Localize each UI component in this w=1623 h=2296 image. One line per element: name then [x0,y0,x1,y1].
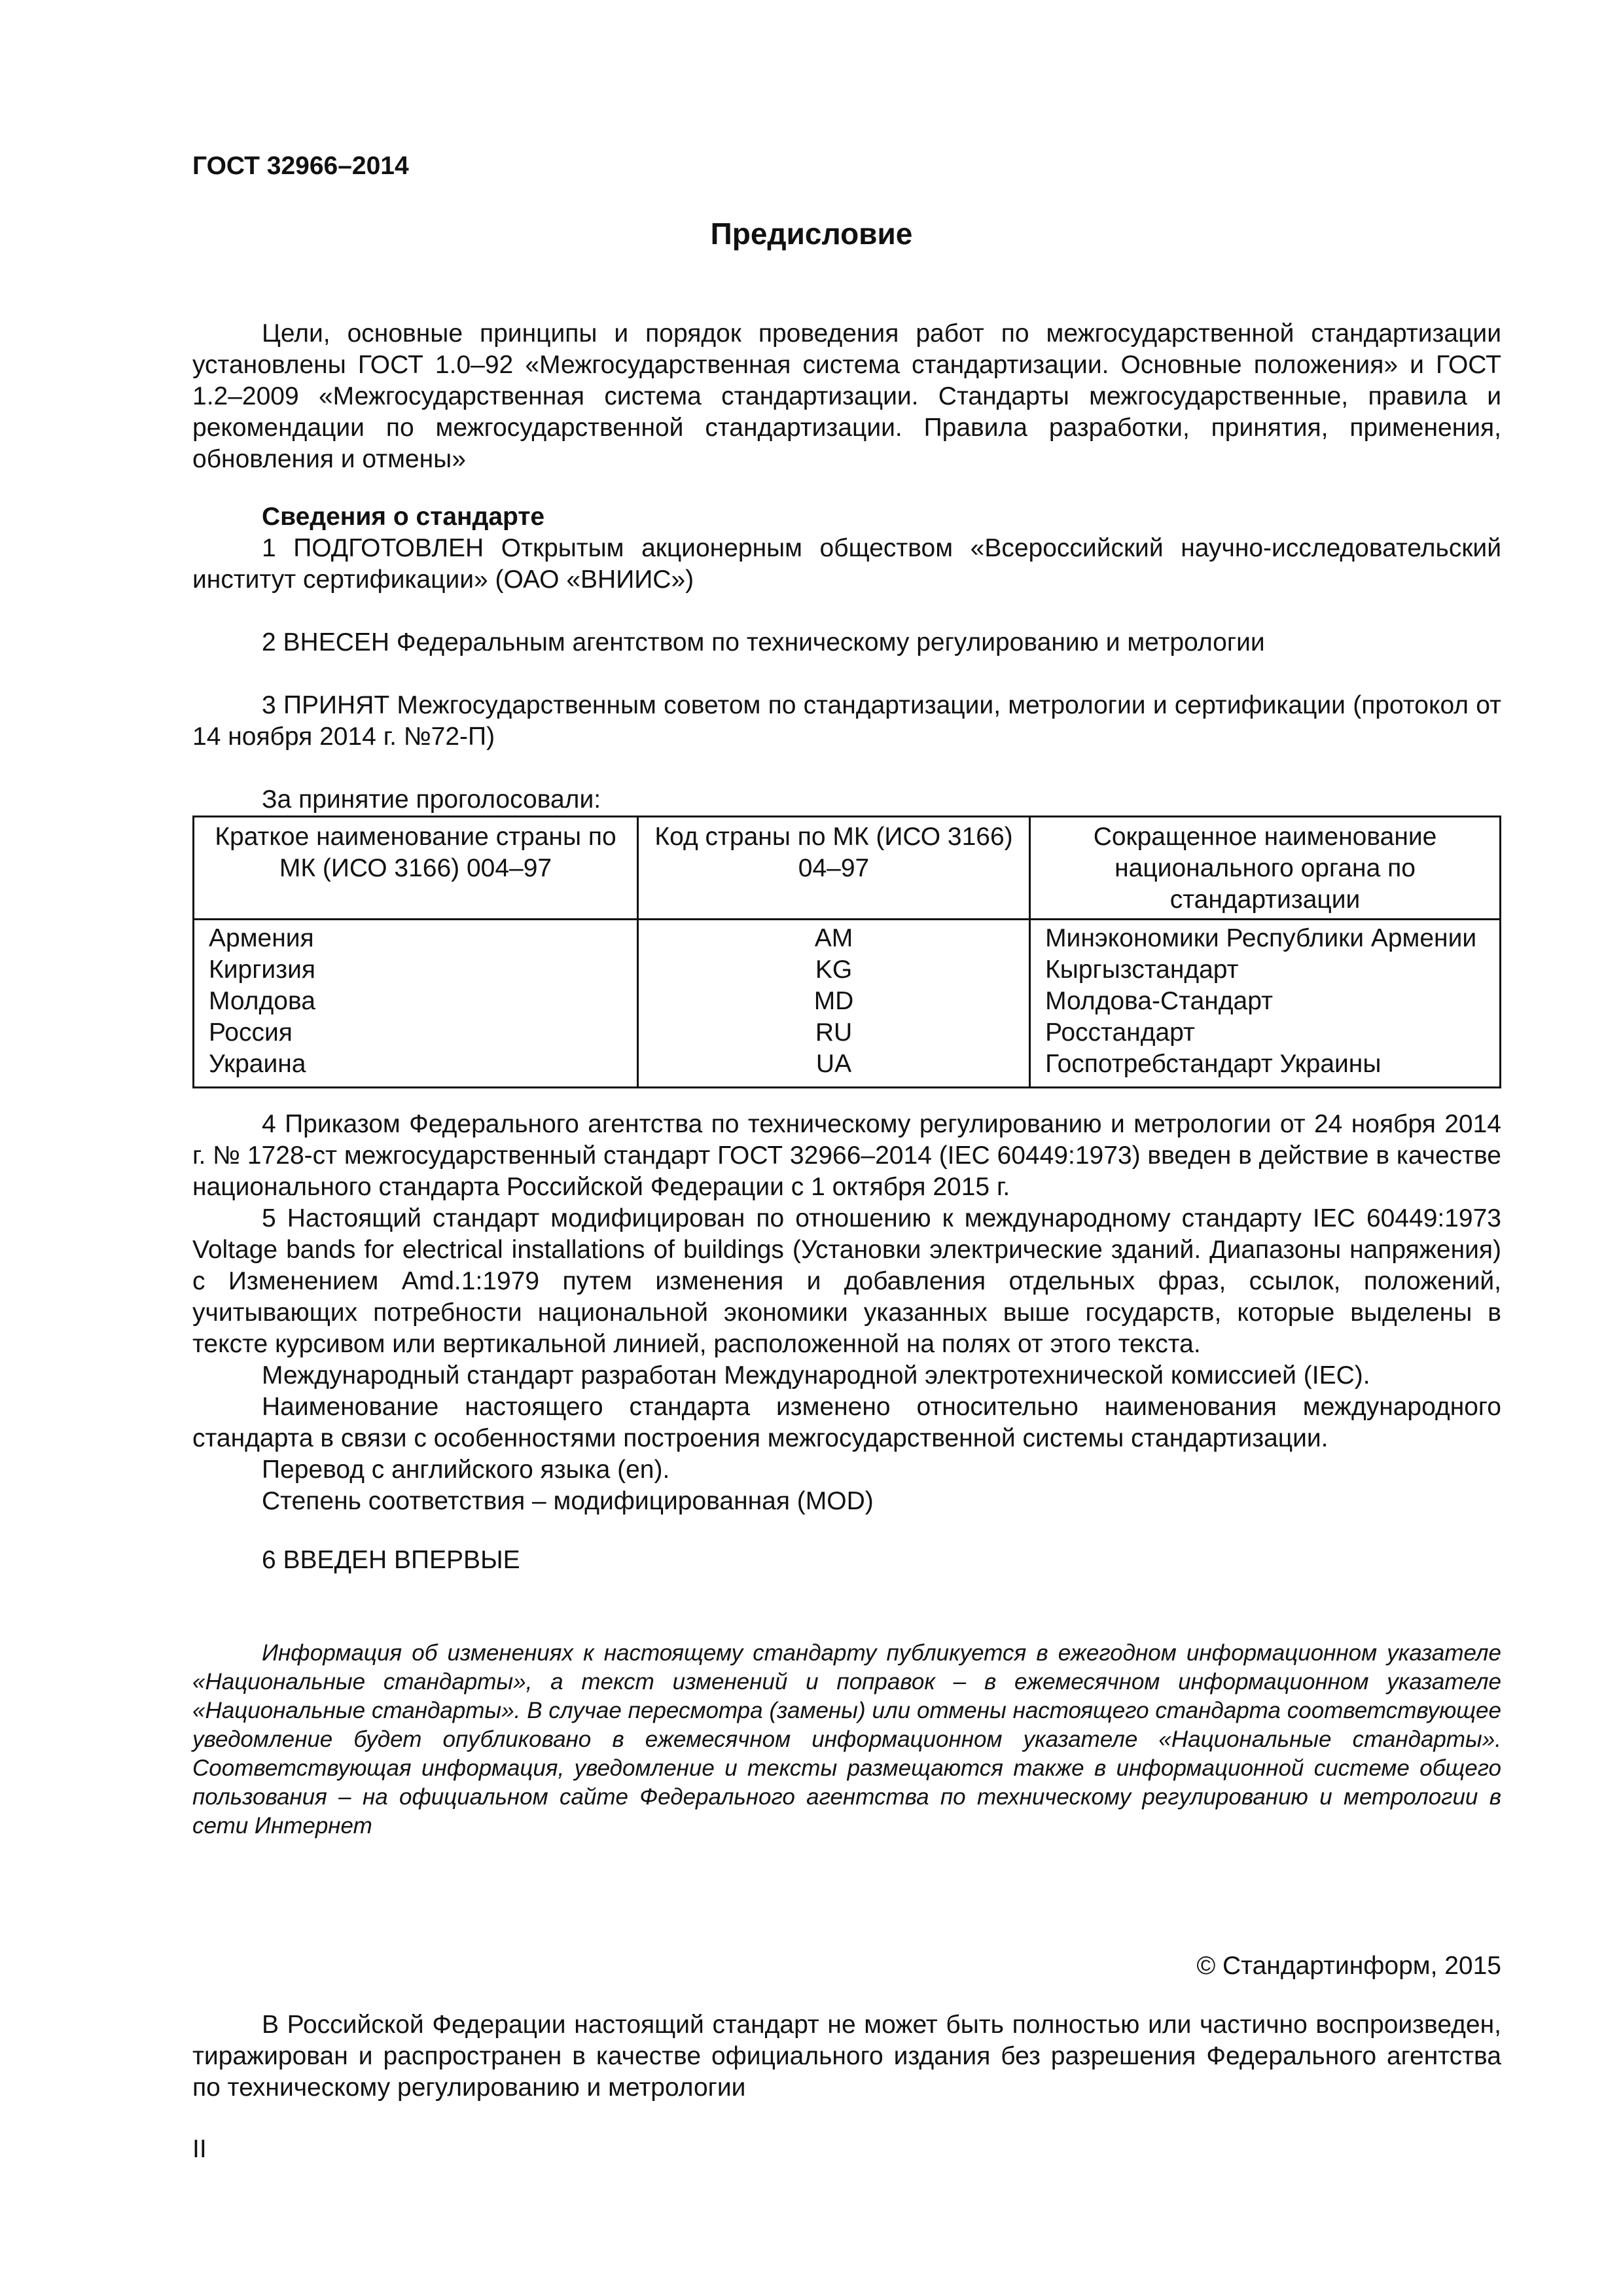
country-cell: Украина [209,1050,306,1078]
code-cell: AM [814,924,853,952]
intro-section [192,318,1501,475]
body-cell: Госпотребстандарт Украины [1045,1050,1382,1078]
item-2: 2 ВНЕСЕН Федеральным агентством по техническому регулированию и метрологии [262,628,1265,656]
standard-info-section [192,501,1501,596]
rights-section [192,2009,1501,2104]
item-5-translation: Перевод с английского языка (en). [262,1456,670,1484]
item-5-name-change: Наименование настоящего стандарта изменено относительно наименования международного стандарта в связи с особенностями построения межгосударственной системы стандартизации. [192,1393,1501,1452]
intro-paragraph: Цели, основные принципы и порядок проведения работ по межгосударственной стандартизации установлены ГОСТ 1.0–92 «Межгосударственная система стандартизации. Основные положения» и ГОСТ 1.2–2009 «Межгосударственная система стандартизации. Стандарты межгосударственные, правила и рекомендации по межгосударственной стандартизации. Правила разработки, принятия, применения, обновления и отмены» [192,319,1501,473]
body-cell: Росстандарт [1045,1018,1195,1047]
item-3-block [192,690,1501,753]
items-4-5-section [192,1109,1501,1517]
rights-notice: В Российской Федерации настоящий стандарт не может быть полностью или частично воспроизведен, тиражирован и распространен в качестве официального издания без разрешения Федерального агентства по техническому регулированию и метрологии [192,2011,1501,2102]
table-header-row [194,817,1501,920]
document-header: ГОСТ 32966–2014 [192,152,409,180]
item-6: 6 ВВЕДЕН ВПЕРВЫЕ [262,1546,520,1574]
page-title: Предисловие [710,217,913,251]
country-cell: Россия [209,1018,293,1047]
changes-notice: Информация об изменениях к настоящему стандарту публикуется в ежегодном информационном указателе «Национальные стандарты», а текст изменений и поправок – в ежемесячном информационном указателе «Национальные стандарты». В случае пересмотра (замены) или отмены настоящего стандарта соответствующее уведомление будет опубликовано в ежемесячном информационном указателе «Национальные стандарты». Соответствующая информация, уведомление и тексты размещаются также в информационной системе общего пользования – на официальном сайте Федерального агентства по техническому регулированию и метрологии в сети Интернет [192,1640,1501,1839]
page-number: II [192,2135,207,2163]
copyright: © Стандартинформ, 2015 [1196,1952,1501,1980]
item-1: 1 ПОДГОТОВЛЕН Открытым акционерным обществом «Всероссийский научно-исследовательский институт сертификации» (ОАО «ВНИИС») [192,534,1501,594]
country-cell: Киргизия [209,956,315,984]
item-4: 4 Приказом Федерального агентства по техническому регулированию и метрологии от 24 ноября 2014 г. № 1728-ст межгосударственный стандарт ГОСТ 32966–2014 (IEC 60449:1973) введен в действие в качестве национального стандарта Российской Федерации с 1 октября 2015 г. [192,1110,1501,1201]
country-cell: Армения [209,924,314,952]
voting-table [192,816,1501,1088]
body-cell: Молдова-Стандарт [1045,987,1273,1015]
table-row [194,920,1501,1088]
body-cell: Минэкономики Республики Армении [1045,924,1477,952]
item-3: 3 ПРИНЯТ Межгосударственным советом по стандартизации, метрологии и сертификации (протокол от 14 ноября 2014 г. №72-П) [192,691,1501,751]
code-cell: RU [815,1018,853,1047]
voting-section [192,784,1501,1088]
country-list [194,920,638,1088]
item-5-iec: Международный стандарт разработан Международной электротехнической комиссией (IEC). [262,1361,1370,1390]
item-2-block [192,627,1501,658]
column-header-code: Код страны по МК (ИСО 3166) 04–97 [637,817,1029,920]
code-cell: UA [815,1050,852,1078]
info-heading: Сведения о стандарте [262,503,545,531]
country-cell: Молдова [209,987,315,1015]
notice-section [192,1639,1501,1840]
code-list [637,920,1029,1088]
item-5-degree: Степень соответствия – модифицированная (MOD) [262,1487,874,1515]
column-header-body: Сокращенное наименование национального органа по стандартизации [1030,817,1501,920]
voted-label: За принятие проголосовали: [262,785,601,814]
item-5: 5 Настоящий стандарт модифицирован по отношению к международному стандарту IEC 60449:1973 Voltage bands for electrical installations of buildings (Установки электрические зданий. Диапазоны напряжения) с Изменением Amd.1:1979 путем изменения и добавления отдельных фраз, ссылок, положений, учитывающих потребности национальной экономики указанных выше государств, которые выделены в тексте курсивом или вертикальной линией, расположенной на полях от этого текста. [192,1204,1501,1358]
body-cell: Кыргызстандарт [1045,956,1239,984]
body-list [1030,920,1501,1088]
item-6-block [192,1545,1501,1576]
code-cell: KG [815,956,853,984]
code-cell: MD [813,987,854,1015]
column-header-country: Краткое наименование страны по МК (ИСО 3166) 004–97 [194,817,638,920]
